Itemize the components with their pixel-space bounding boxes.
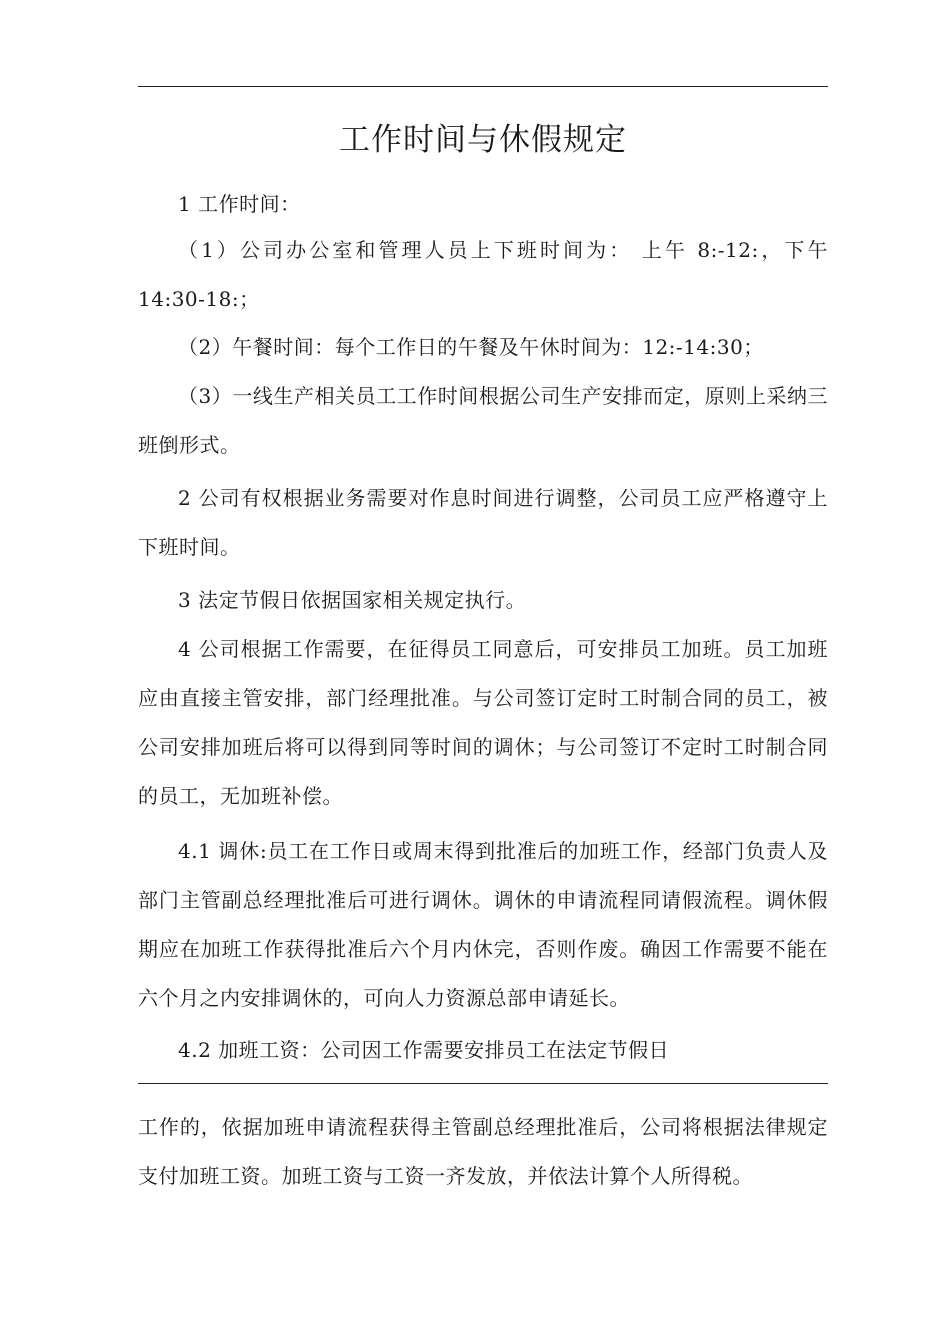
section-4-2: 4.2 加班工资：公司因工作需要安排员工在法定节假日: [178, 1038, 670, 1062]
section-4-1: 4.1 调休:员工在工作日或周末得到批准后的加班工作，经部门负责人及部门主管副总经理批准后可进行调休。调休的申请流程同请假流程。调休假期应在加班工作获得批准后六个月内休完，否则作废。确因工作需要不能在六个月之内安排调休的，可向人力资源总部申请延长。: [138, 839, 828, 1010]
page-break-rule: [138, 1083, 828, 1084]
section-2: 2 公司有权根据业务需要对作息时间进行调整，公司员工应严格遵守上下班时间。: [138, 486, 828, 559]
section-1-item-2: （2）午餐时间：每个工作日的午餐及午休时间为：12:-14:30；: [178, 335, 764, 359]
document-title: 工作时间与休假规定: [339, 122, 627, 158]
section-1-heading: 1 工作时间：: [178, 192, 301, 216]
section-4-2-continued: 工作的，依据加班申请流程获得主管副总经理批准后，公司将根据法律规定支付加班工资。加班工资与工资一齐发放，并依法计算个人所得税。: [138, 1115, 828, 1188]
top-rule: [138, 86, 828, 87]
section-1-item-1: （1）公司办公室和管理人员上下班时间为： 上午 8:-12:，下午 14:30-18:；: [138, 238, 828, 311]
section-4: 4 公司根据工作需要，在征得员工同意后，可安排员工加班。员工加班应由直接主管安排，部门经理批准。与公司签订定时工时制合同的员工，被公司安排加班后将可以得到同等时间的调休；与公司签订不定时工时制合同的员工，无加班补偿。: [138, 637, 828, 808]
section-3: 3 法定节假日依据国家相关规定执行。: [178, 588, 527, 612]
section-1-item-3: （3）一线生产相关员工工作时间根据公司生产安排而定，原则上采纳三班倒形式。: [138, 384, 828, 457]
